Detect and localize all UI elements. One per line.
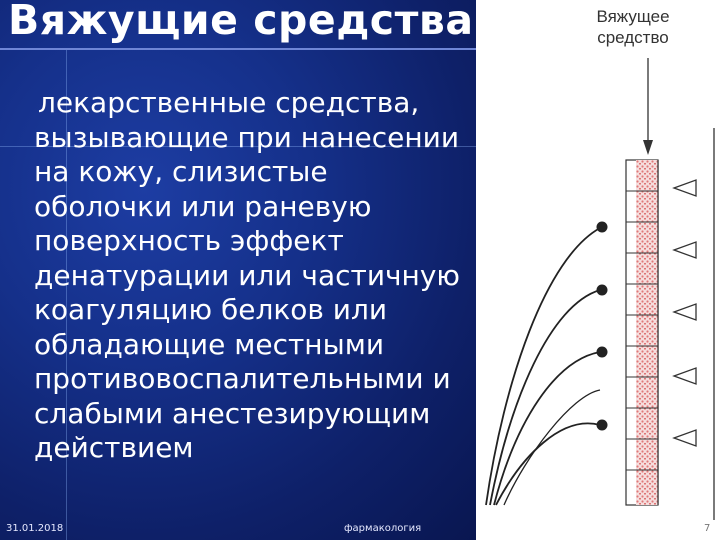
triangle-markers <box>674 180 696 446</box>
nerve-endings <box>597 222 608 431</box>
tissue-column <box>626 160 658 505</box>
footer-subject: фармакология <box>344 523 422 534</box>
definition-line: коагуляцию белков или <box>34 293 388 326</box>
diagram-caption-line2: средство <box>597 28 669 47</box>
triangle-marker-icon <box>674 304 696 320</box>
definition-line: лекарственные средства, <box>38 86 420 119</box>
triangle-marker-icon <box>674 368 696 384</box>
astringent-diagram <box>476 0 720 540</box>
definition-text <box>34 86 474 466</box>
pointer-arrow-head <box>643 140 653 155</box>
definition-line: вызывающие при нанесении <box>34 120 460 154</box>
definition-line: действием <box>34 431 194 464</box>
definition-line: обладающие местными <box>34 327 385 361</box>
definition-line: противовоспалительными и <box>34 362 451 395</box>
triangle-marker-icon <box>674 242 696 258</box>
definition-line: оболочки или раневую <box>34 189 372 223</box>
diagram-caption-line1: Вяжущее <box>596 7 670 26</box>
triangle-marker-icon <box>674 180 696 196</box>
slide-title: Вяжущие средства <box>8 0 474 44</box>
definition-line: денатурации или частичную <box>34 258 461 292</box>
diagram-svg <box>476 0 720 540</box>
definition-line: слабыми анестезирующим <box>34 396 431 430</box>
definition-line: поверхность эффект <box>34 224 344 257</box>
nerve-fibers <box>486 228 600 505</box>
footer-date: 31.01.2018 <box>6 523 64 534</box>
triangle-marker-icon <box>674 430 696 446</box>
diagram-caption <box>578 6 688 48</box>
slide-number: 7 <box>704 523 711 534</box>
definition-line: на кожу, слизистые <box>34 155 328 188</box>
title-underline <box>0 48 476 50</box>
